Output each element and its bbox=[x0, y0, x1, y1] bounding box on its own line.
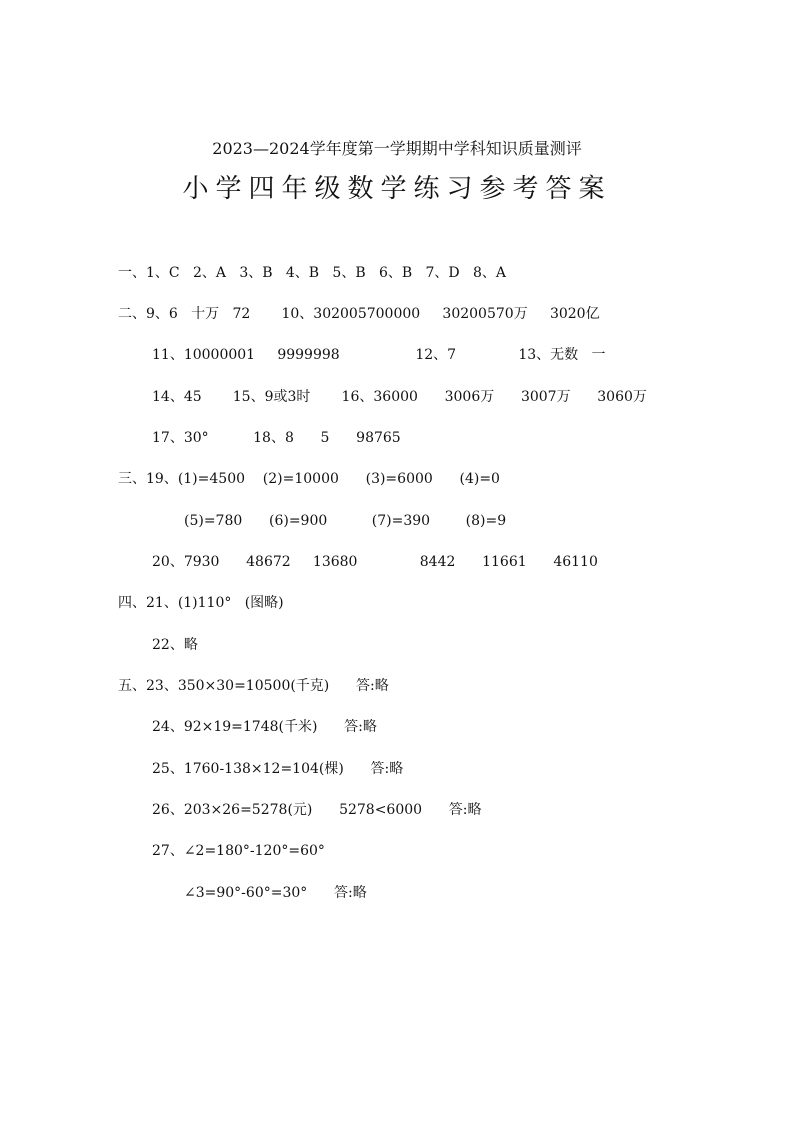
answer-line-section-5: 五、23、350×30=10500(千克) 答:略 bbox=[118, 678, 389, 694]
answer-line-q27: 27、∠2=180°-120°=60° bbox=[152, 843, 325, 859]
answer-line-q19-cont: (5)=780 (6)=900 (7)=390 (8)=9 bbox=[184, 513, 507, 529]
answer-line-q20: 20、7930 48672 13680 8442 11661 46110 bbox=[152, 554, 598, 570]
answer-line-q27-cont: ∠3=90°-60°=30° 答:略 bbox=[184, 885, 367, 901]
answer-line-section-3: 三、19、(1)=4500 (2)=10000 (3)=6000 (4)=0 bbox=[118, 471, 500, 487]
answer-line-q17-18: 17、30° 18、8 5 98765 bbox=[152, 430, 401, 446]
answer-line-section-1: 一、1、C 2、A 3、B 4、B 5、B 6、B 7、D 8、A bbox=[118, 265, 507, 281]
answer-line-q24: 24、92×19=1748(千米) 答:略 bbox=[152, 719, 377, 735]
answer-line-q22: 22、略 bbox=[152, 637, 198, 653]
answer-line-section-4: 四、21、(1)110° (图略) bbox=[118, 595, 284, 611]
page-title: 小学四年级数学练习参考答案 bbox=[182, 174, 612, 204]
exam-subtitle: 2023—2024学年度第一学期期中学科知识质量测评 bbox=[212, 139, 582, 158]
answer-line-q14-16: 14、45 15、9或3时 16、36000 3006万 3007万 3060万 bbox=[152, 389, 647, 405]
answer-line-q11-13: 11、10000001 9999998 12、7 13、无数 一 bbox=[152, 347, 606, 363]
answer-line-q26: 26、203×26=5278(元) 5278<6000 答:略 bbox=[152, 802, 482, 818]
answer-line-section-2: 二、9、6 十万 72 10、302005700000 30200570万 3020亿 bbox=[118, 306, 600, 322]
answer-line-q25: 25、1760-138×12=104(棵) 答:略 bbox=[152, 761, 404, 777]
